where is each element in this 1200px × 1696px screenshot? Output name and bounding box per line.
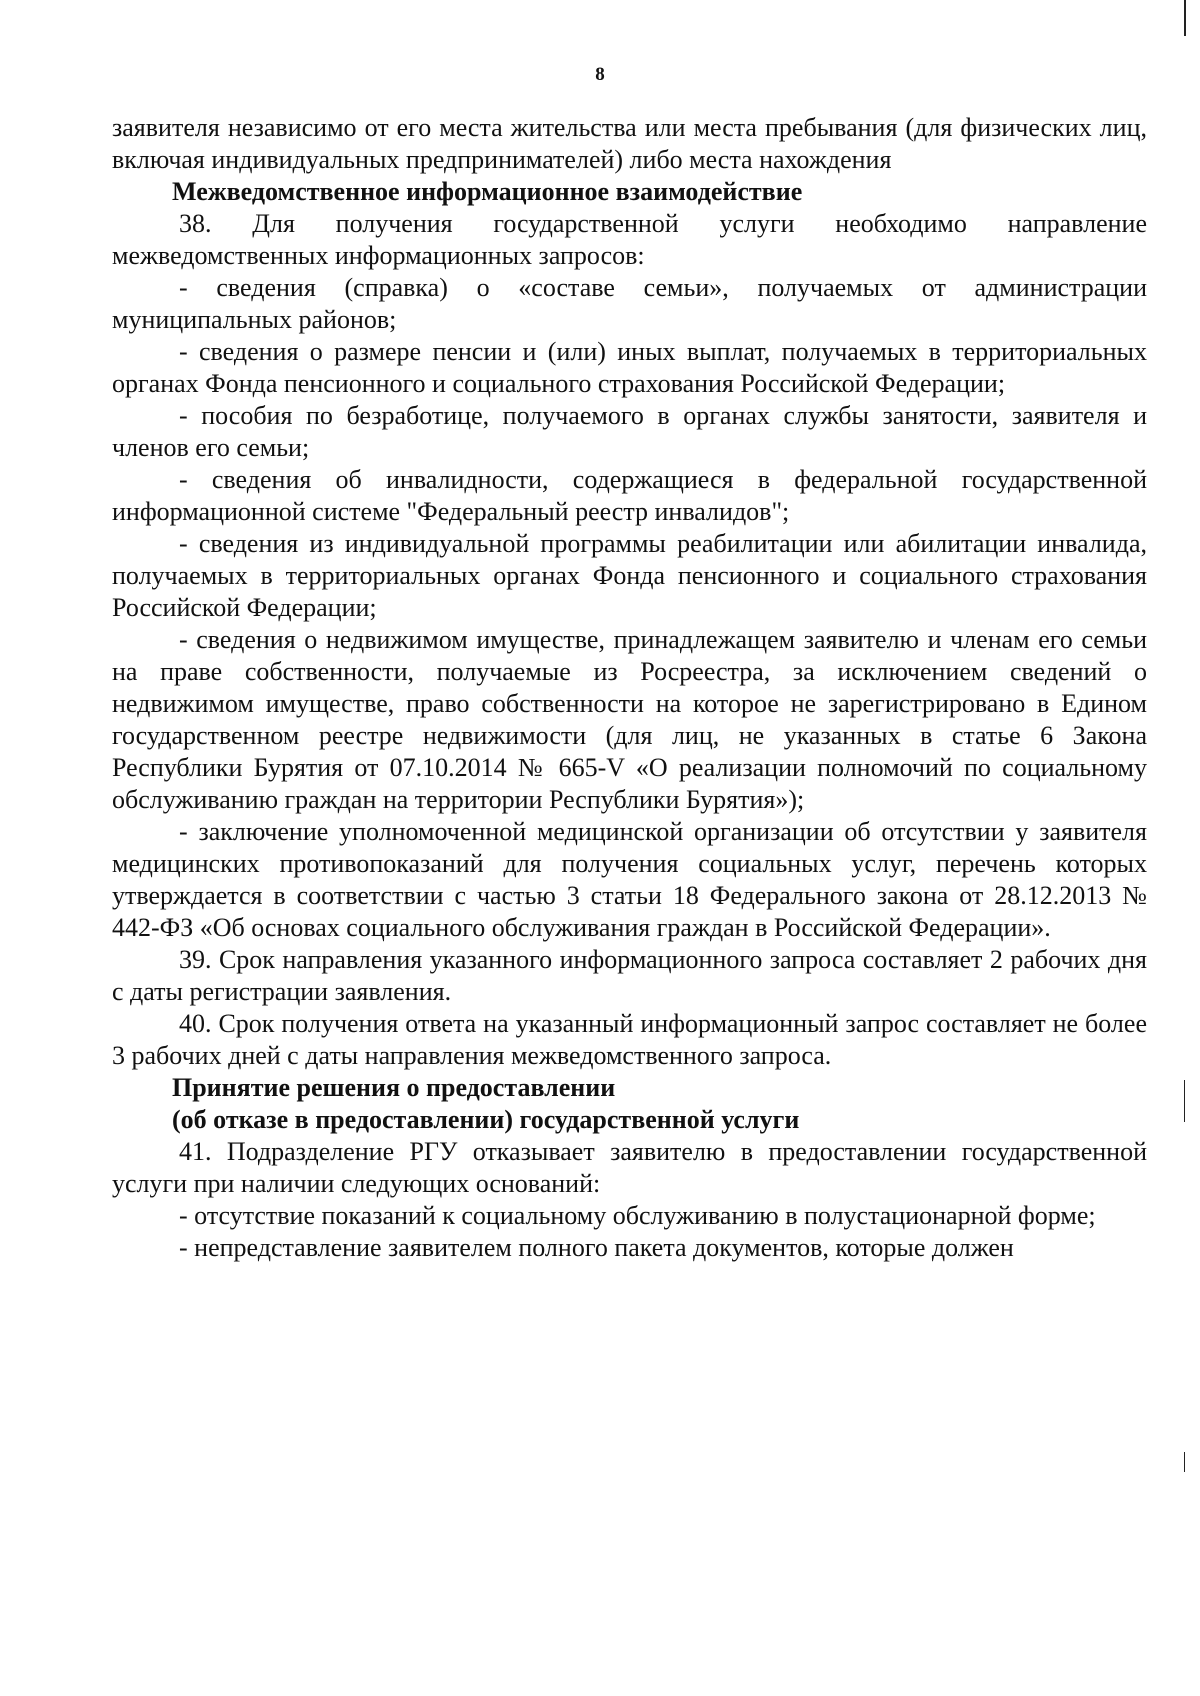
- document-body: [112, 112, 1147, 1264]
- list-item: - отсутствие показаний к социальному обслуживанию в полустационарной форме;: [179, 1201, 1096, 1230]
- section-heading-decision: [112, 1072, 1147, 1136]
- scan-edge-mark-lower: [1184, 1452, 1185, 1472]
- list-item: - сведения из индивидуальной программы реабилитации или абилитации инвалида, получаемых в территориальных органах Фонда пенсионного и социального страхования Российской Федерации;: [112, 529, 1147, 622]
- list-item: - сведения о размере пенсии и (или) иных выплат, получаемых в территориальных органах Фонда пенсионного и социального страхования Российской Федерации;: [112, 337, 1147, 398]
- page-number: 8: [595, 64, 605, 85]
- list-item: - сведения (справка) о «составе семьи», получаемых от администрации муниципальных районов;: [112, 273, 1147, 334]
- paragraph-41: 41. Подразделение РГУ отказывает заявителю в предоставлении государственной услуги при наличии следующих оснований:: [112, 1137, 1147, 1198]
- section-heading-decision-line-2: (об отказе в предоставлении) государственной услуги: [172, 1105, 800, 1134]
- paragraph-39: 39. Срок направления указанного информационного запроса составляет 2 рабочих дня с даты регистрации заявления.: [112, 945, 1147, 1006]
- list-item: - непредставление заявителем полного пакета документов, которые должен: [179, 1233, 1014, 1262]
- section-heading-decision-line-1: Принятие решения о предоставлении: [172, 1073, 616, 1102]
- section-heading-interagency: Межведомственное информационное взаимодействие: [172, 177, 803, 206]
- list-item: - сведения об инвалидности, содержащиеся в федеральной государственной информационной системе "Федеральный реестр инвалидов";: [112, 465, 1147, 526]
- list-item: - сведения о недвижимом имуществе, принадлежащем заявителю и членам его семьи на праве собственности, получаемые из Росреестра, за исключением сведений о недвижимом имуществе, право собственности на которое не зарегистрировано в Едином государственном реестре недвижимости (для лиц, не указанных в статье 6 Закона Республики Бурятия от 07.10.2014 № 665-V «О реализации полномочий по социальному обслуживанию граждан на территории Республики Бурятия»);: [112, 625, 1147, 814]
- paragraph-38: 38. Для получения государственной услуги необходимо направление межведомственных информационных запросов:: [112, 209, 1147, 270]
- paragraph-40: 40. Срок получения ответа на указанный информационный запрос составляет не более 3 рабочих дней с даты направления межведомственного запроса.: [112, 1009, 1147, 1070]
- list-item: - пособия по безработице, получаемого в органах службы занятости, заявителя и членов его семьи;: [112, 401, 1147, 462]
- scan-edge-mark-middle: [1184, 1080, 1185, 1122]
- scan-edge-mark-top: [1184, 0, 1186, 36]
- list-item: - заключение уполномоченной медицинской организации об отсутствии у заявителя медицинских противопоказаний для получения социальных услуг, перечень которых утверждается в соответствии с частью 3 статьи 18 Федерального закона от 28.12.2013 № 442-ФЗ «Об основах социального обслуживания граждан в Российской Федерации».: [112, 817, 1147, 942]
- intro-paragraph: заявителя независимо от его места жительства или места пребывания (для физических лиц, включая индивидуальных предпринимателей) либо места нахождения: [112, 113, 1147, 174]
